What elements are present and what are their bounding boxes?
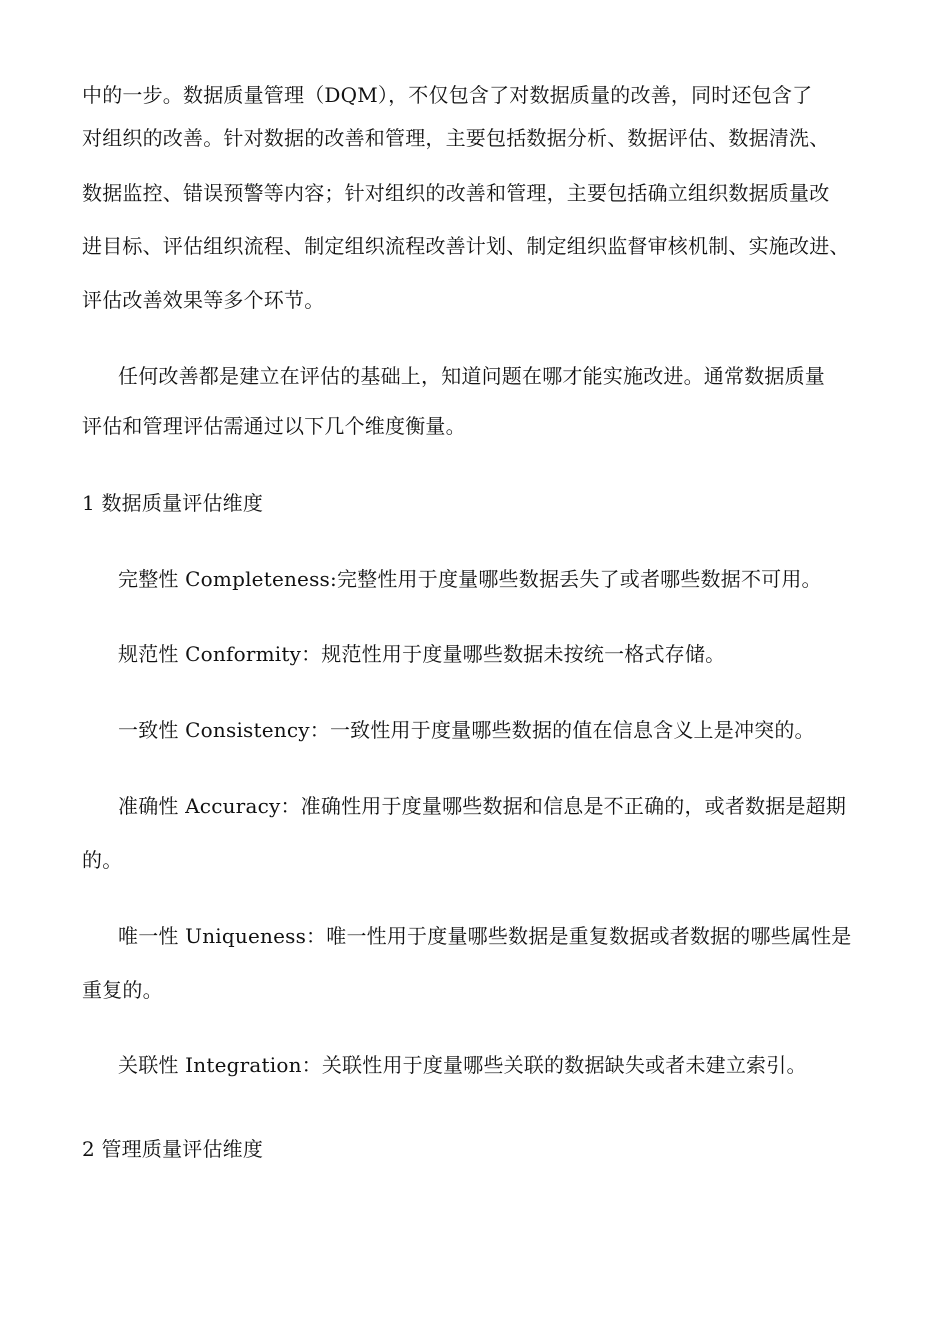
section-heading-management-quality: 2 管理质量评估维度 [82, 1137, 264, 1161]
paragraph-dqm-line-1: 中的一步。数据质量管理（DQM），不仅包含了对数据质量的改善，同时还包含了 [82, 83, 813, 107]
paragraph-dqm-line-3: 数据监控、错误预警等内容；针对组织的改善和管理，主要包括确立组织数据质量改 [82, 181, 830, 205]
dimension-integration: 关联性 Integration：关联性用于度量哪些关联的数据缺失或者未建立索引。 [118, 1053, 807, 1077]
paragraph-dqm-line-4: 进目标、评估组织流程、制定组织流程改善计划、制定组织监督审核机制、实施改进、 [82, 234, 850, 258]
paragraph-dqm-line-2: 对组织的改善。针对数据的改善和管理，主要包括数据分析、数据评估、数据清洗、 [82, 126, 830, 150]
paragraph-evaluation-line-2: 评估和管理评估需通过以下几个维度衡量。 [82, 414, 466, 438]
section-heading-data-quality: 1 数据质量评估维度 [82, 491, 264, 515]
dimension-uniqueness-line-2: 重复的。 [82, 978, 163, 1002]
paragraph-evaluation-line-1: 任何改善都是建立在评估的基础上，知道问题在哪才能实施改进。通常数据质量 [118, 364, 825, 388]
dimension-accuracy-line-1: 准确性 Accuracy：准确性用于度量哪些数据和信息是不正确的，或者数据是超期 [118, 794, 847, 818]
dimension-consistency: 一致性 Consistency：一致性用于度量哪些数据的值在信息含义上是冲突的。 [118, 718, 815, 742]
dimension-completeness: 完整性 Completeness:完整性用于度量哪些数据丢失了或者哪些数据不可用。 [118, 567, 822, 591]
dimension-conformity: 规范性 Conformity：规范性用于度量哪些数据未按统一格式存储。 [118, 642, 726, 666]
dimension-uniqueness-line-1: 唯一性 Uniqueness：唯一性用于度量哪些数据是重复数据或者数据的哪些属性是 [118, 924, 852, 948]
paragraph-dqm-line-5: 评估改善效果等多个环节。 [82, 288, 325, 312]
dimension-accuracy-line-2: 的。 [82, 848, 123, 872]
